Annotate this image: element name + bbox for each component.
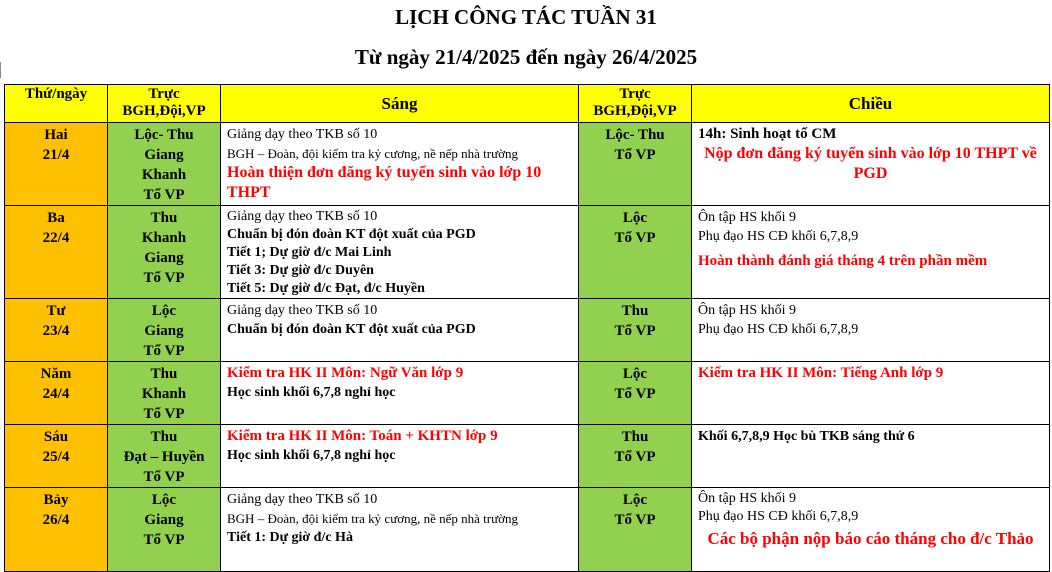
day-cell: Sáu 25/4 [5, 425, 108, 488]
duty-afternoon-cell: Lộc Tổ VP [579, 206, 692, 299]
day-cell: Năm 24/4 [5, 362, 108, 425]
morning-cell: Kiểm tra HK II Môn: Ngữ Văn lớp 9 Học sinh khối 6,7,8 nghỉ học [221, 362, 579, 425]
table-row [5, 488, 1050, 572]
duty-morning-cell: Lộc Giang Tổ VP [108, 299, 221, 362]
afternoon-cell: Khối 6,7,8,9 Học bù TKB sáng thứ 6 [692, 425, 1050, 488]
duty-morning-cell: Thu Khanh Tổ VP [108, 362, 221, 425]
header-duty-afternoon: Trực BGH,Đội,VP [579, 85, 692, 123]
afternoon-cell: 14h: Sinh hoạt tổ CM Nộp đơn đăng ký tuyển sinh vào lớp 10 THPT về PGD [692, 123, 1050, 206]
afternoon-cell: Kiểm tra HK II Môn: Tiếng Anh lớp 9 [692, 362, 1050, 425]
duty-afternoon-cell: Thu Tổ VP [579, 425, 692, 488]
duty-afternoon-cell: Lộc- Thu Tổ VP [579, 123, 692, 206]
afternoon-cell: Ôn tập HS khối 9 Phụ đạo HS CĐ khối 6,7,8,9 [692, 299, 1050, 362]
afternoon-cell: Ôn tập HS khối 9 Phụ đạo HS CĐ khối 6,7,8,9 Hoàn thành đánh giá tháng 4 trên phần mềm [692, 206, 1050, 299]
day-cell: Bảy 26/4 [5, 488, 108, 572]
cell-marker [0, 62, 1, 78]
afternoon-cell: Ôn tập HS khối 9 Phụ đạo HS CĐ khối 6,7,8,9 Các bộ phận nộp báo cáo tháng cho đ/c Thảo [692, 488, 1050, 572]
table-row [5, 123, 1050, 206]
day-cell: Tư 23/4 [5, 299, 108, 362]
morning-cell: Giảng dạy theo TKB số 10 Chuẩn bị đón đoàn KT đột xuất của PGD [221, 299, 579, 362]
morning-cell: Giảng dạy theo TKB số 10 BGH – Đoàn, đội kiểm tra kỷ cương, nề nếp nhà trường Tiết 1: Dự giờ đ/c Hà [221, 488, 579, 572]
schedule-table [4, 84, 1050, 572]
table-row [5, 206, 1050, 299]
day-cell: Ba 22/4 [5, 206, 108, 299]
duty-afternoon-cell: Thu Tổ VP [579, 299, 692, 362]
table-row [5, 425, 1050, 488]
table-row [5, 362, 1050, 425]
header-morning: Sáng [221, 85, 579, 123]
duty-afternoon-cell: Lộc Tổ VP [579, 488, 692, 572]
duty-morning-cell: Lộc- Thu Giang Khanh Tổ VP [108, 123, 221, 206]
duty-afternoon-cell: Lộc Tổ VP [579, 362, 692, 425]
header-row [5, 85, 1050, 123]
duty-morning-cell: Thu Đạt – Huyền Tổ VP [108, 425, 221, 488]
header-afternoon: Chiều [692, 85, 1050, 123]
table-row [5, 299, 1050, 362]
morning-cell: Giảng dạy theo TKB số 10 Chuẩn bị đón đoàn KT đột xuất của PGD Tiết 1; Dự giờ đ/c Mai Linh Tiết 3: Dự giờ đ/c Duyên Tiết 5: Dự giờ đ/c Đạt, đ/c Huyền [221, 206, 579, 299]
duty-morning-cell: Lộc Giang Tổ VP [108, 488, 221, 572]
page-title: LỊCH CÔNG TÁC TUẦN 31 [395, 5, 657, 29]
day-cell: Hai 21/4 [5, 123, 108, 206]
morning-cell: Giảng dạy theo TKB số 10 BGH – Đoàn, đội kiểm tra kỷ cương, nề nếp nhà trường Hoàn thiện đơn đăng ký tuyển sinh vào lớp 10 THPT [221, 123, 579, 206]
page-subtitle: Từ ngày 21/4/2025 đến ngày 26/4/2025 [354, 45, 698, 69]
header-day: Thứ/ngày [5, 85, 108, 123]
morning-cell: Kiểm tra HK II Môn: Toán + KHTN lớp 9 Học sinh khối 6,7,8 nghỉ học [221, 425, 579, 488]
duty-morning-cell: Thu Khanh Giang Tổ VP [108, 206, 221, 299]
header-duty-morning: Trực BGH,Đội,VP [108, 85, 221, 123]
